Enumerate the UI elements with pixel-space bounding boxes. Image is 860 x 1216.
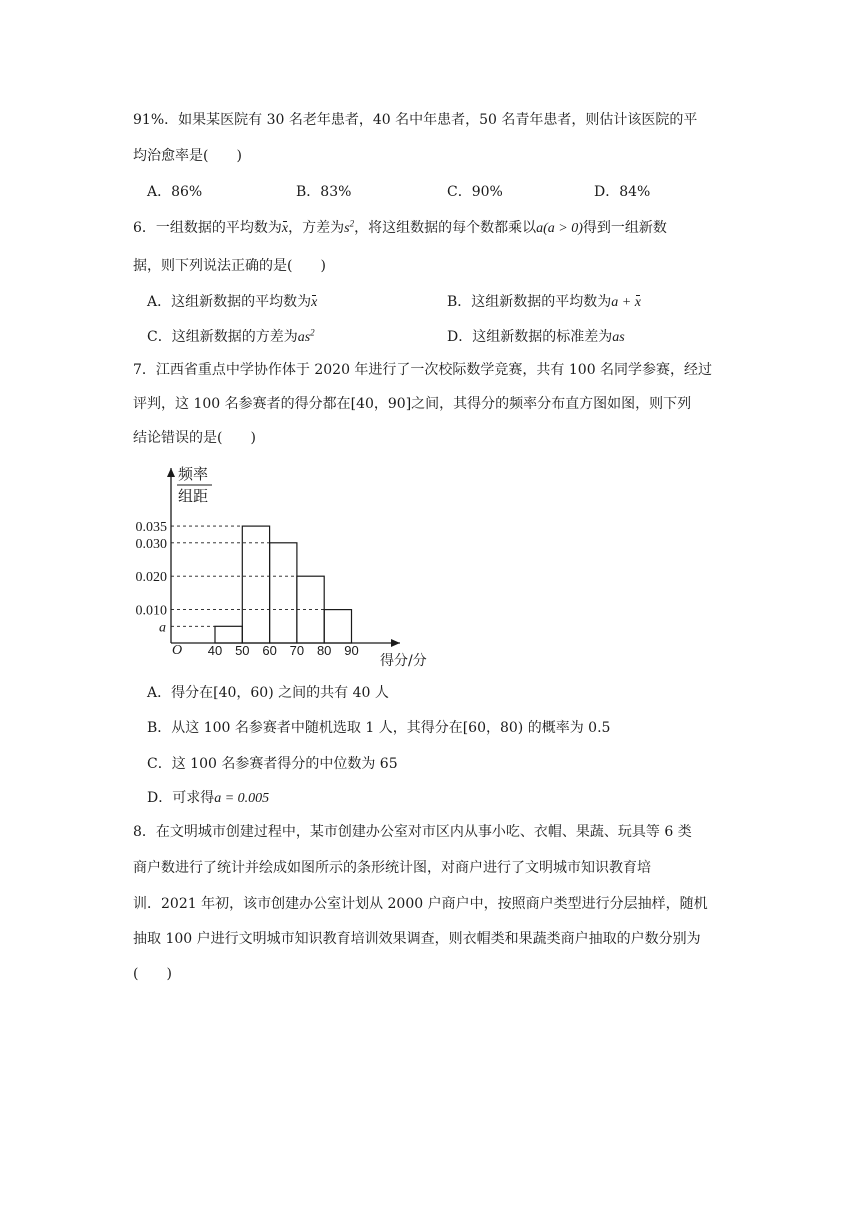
x-tick-label: 80 — [316, 643, 332, 658]
q6-option-b — [447, 292, 641, 313]
histogram-bars — [215, 526, 352, 643]
x-axis-label: 得分/分 — [380, 653, 427, 669]
x-tick-label: 90 — [344, 643, 359, 658]
q6-option-d — [447, 327, 625, 348]
q7-option-d-text: D．可求得 — [147, 790, 215, 806]
origin-label: O — [172, 643, 183, 658]
y-tick-label: 0.030 — [135, 536, 167, 552]
q6-option-a-text: A．这组新数据的平均数为 — [147, 294, 312, 310]
variance-symbol: $s^2$ — [344, 218, 355, 236]
q5-line1: 91%．如果某医院有 30 名老年患者，40 名中年患者，50 名青年患者，则估计该医院的平 — [133, 112, 698, 128]
frequency-histogram — [135, 456, 450, 671]
multiplier-condition: a(a > 0) — [536, 221, 583, 236]
q5-line2: 均治愈率是( ) — [133, 148, 242, 164]
y-tick-labels — [136, 520, 168, 635]
q8-line4: 抽取 100 户进行文明城市知识教育培训效果调查，则衣帽类和果蔬类商户抽取的户数分别为 — [133, 931, 701, 947]
x-tick-label: 40 — [207, 643, 223, 658]
q7-line3: 结论错误的是( ) — [133, 430, 256, 446]
x-tick-labels — [208, 643, 359, 658]
q6-line2: 据，则下列说法正确的是( ) — [133, 258, 326, 274]
q6-line1 — [133, 218, 667, 239]
q5-option-c: C．90% — [447, 184, 503, 200]
histogram-bar — [215, 626, 242, 643]
y-tick-label: 0.020 — [135, 570, 167, 586]
q6-stem-part1: 6．一组数据的平均数为 — [133, 220, 282, 236]
mean-symbol: x — [282, 219, 288, 239]
q7-option-d — [147, 788, 269, 809]
q6-option-c-math: $as^2$ — [297, 327, 315, 345]
mean-symbol: x — [311, 293, 317, 313]
q6-stem-part4: 得到一组新数 — [582, 220, 667, 236]
q8-line5: ( ) — [133, 966, 172, 982]
x-tick-label: 50 — [235, 643, 250, 658]
q6-option-a — [147, 292, 317, 313]
q8-line1: 8．在文明城市创建过程中，某市创建办公室对市区内从事小吃、衣帽、果蔬、玩具等 6 类 — [133, 824, 692, 840]
q5-option-a: A．86% — [147, 184, 203, 200]
histogram-bar — [324, 610, 351, 643]
q5-option-d: D．84% — [594, 184, 651, 200]
q6-stem-part2: ，方差为 — [288, 220, 345, 236]
q6-option-b-math: a + — [611, 295, 635, 310]
q7-option-d-math: a = 0.005 — [214, 791, 270, 806]
y-label-top: 频率 — [178, 465, 209, 483]
q6-option-c-text: C．这组新数据的方差为 — [147, 329, 298, 345]
mean-symbol: x — [635, 293, 641, 313]
y-tick-label: 0.035 — [135, 520, 167, 536]
x-tick-label: 60 — [262, 643, 277, 658]
histogram-bar — [242, 526, 269, 643]
histogram-bar — [270, 543, 297, 643]
q7-option-c: C．这 100 名参赛者得分的中位数为 65 — [147, 756, 398, 772]
q6-option-d-math: as — [612, 330, 625, 345]
y-label-bottom: 组距 — [178, 487, 209, 505]
q7-line2: 评判，这 100 名参赛者的得分都在[40，90]之间，其得分的频率分布直方图如图，则下列 — [133, 396, 692, 412]
q8-line3: 训．2021 年初，该市创建办公室计划从 2000 户商户中，按照商户类型进行分层抽样，随机 — [133, 896, 708, 912]
q6-option-d-text: D．这组新数据的标准差为 — [447, 329, 613, 345]
q8-line2: 商户数进行了统计并绘成如图所示的条形统计图，对商户进行了文明城市知识教育培 — [133, 860, 651, 876]
q5-option-b: B．83% — [296, 184, 352, 200]
q7-option-a: A．得分在[40，60) 之间的共有 40 人 — [147, 685, 389, 701]
y-tick-label: 0.010 — [135, 603, 167, 619]
q6-option-b-text: B．这组新数据的平均数为 — [447, 294, 612, 310]
q7-option-b: B．从这 100 名参赛者中随机选取 1 人，其得分在[60，80) 的概率为 0.5 — [147, 720, 611, 736]
q6-stem-part3: ，将这组数据的每个数都乘以 — [354, 220, 537, 236]
q7-line1: 7．江西省重点中学协作体于 2020 年进行了一次校际数学竞赛，共有 100 名同学参赛，经过 — [133, 362, 713, 378]
y-axis-label — [177, 465, 212, 505]
q6-option-c — [147, 327, 315, 348]
x-tick-label: 70 — [289, 643, 305, 658]
y-tick-label: a — [159, 620, 166, 636]
